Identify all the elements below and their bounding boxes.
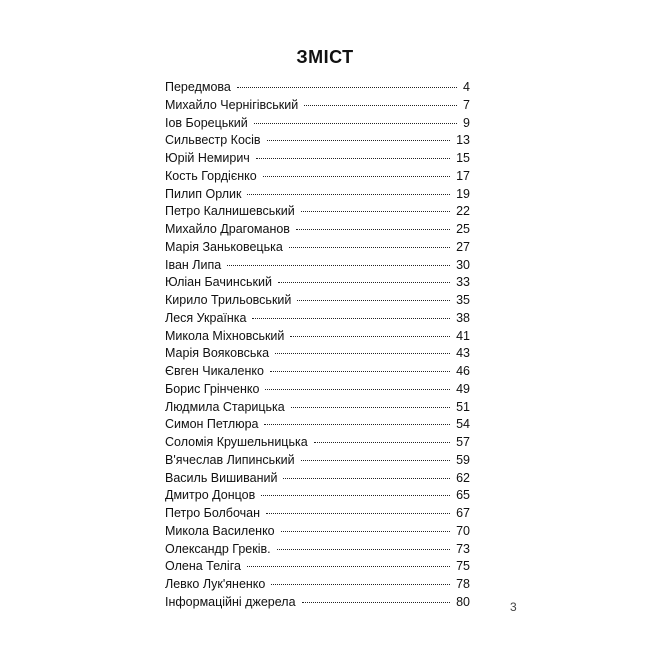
toc-entry-page: 65 bbox=[456, 488, 470, 503]
dot-leader bbox=[301, 211, 450, 212]
dot-leader bbox=[297, 300, 450, 301]
dot-leader bbox=[267, 140, 451, 141]
toc-entry-title: Людмила Старицька bbox=[165, 399, 285, 414]
toc-entry bbox=[165, 275, 470, 293]
dot-leader bbox=[237, 87, 457, 88]
toc-entry-page: 59 bbox=[456, 452, 470, 467]
toc-entry-title: В'ячеслав Липинський bbox=[165, 452, 295, 467]
dot-leader bbox=[227, 265, 450, 266]
toc-entry-title: Юліан Бачинський bbox=[165, 275, 272, 290]
table-of-contents bbox=[165, 80, 470, 613]
dot-leader bbox=[289, 247, 450, 248]
toc-entry bbox=[165, 204, 470, 222]
toc-entry-title: Михайло Чернігівський bbox=[165, 97, 299, 112]
toc-entry-page: 49 bbox=[456, 381, 470, 396]
toc-entry-page: 17 bbox=[456, 168, 470, 183]
toc-entry bbox=[165, 133, 470, 151]
toc-entry bbox=[165, 346, 470, 364]
toc-entry-page: 27 bbox=[456, 239, 470, 254]
toc-entry bbox=[165, 258, 470, 276]
toc-entry bbox=[165, 364, 470, 382]
toc-entry bbox=[165, 329, 470, 347]
toc-entry-title: Соломія Крушельницька bbox=[165, 435, 308, 449]
toc-entry-page: 75 bbox=[456, 559, 470, 574]
dot-leader bbox=[266, 513, 450, 514]
toc-entry-title: Левко Лук'яненко bbox=[165, 577, 266, 591]
page-number: 3 bbox=[510, 600, 517, 614]
toc-entry-page: 30 bbox=[456, 257, 470, 272]
dot-leader bbox=[247, 194, 450, 195]
toc-entry bbox=[165, 311, 470, 329]
toc-entry-title: Сильвестр Косів bbox=[165, 133, 261, 148]
toc-entry-page: 13 bbox=[456, 133, 470, 148]
toc-entry bbox=[165, 542, 470, 560]
toc-entry-page: 43 bbox=[456, 346, 470, 361]
toc-entry-page: 73 bbox=[456, 541, 470, 556]
toc-entry-page: 15 bbox=[456, 151, 470, 165]
toc-entry bbox=[165, 577, 470, 595]
toc-entry-page: 67 bbox=[456, 506, 470, 520]
dot-leader bbox=[254, 123, 457, 124]
toc-entry-page: 7 bbox=[463, 97, 470, 112]
dot-leader bbox=[263, 176, 450, 177]
toc-entry bbox=[165, 382, 470, 400]
toc-entry-page: 4 bbox=[463, 80, 470, 94]
toc-entry-page: 41 bbox=[456, 328, 470, 343]
toc-entry-title: Марія Заньковецька bbox=[165, 239, 283, 254]
toc-entry bbox=[165, 559, 470, 577]
toc-entry-title: Микола Василенко bbox=[165, 523, 275, 538]
dot-leader bbox=[291, 407, 450, 408]
toc-entry bbox=[165, 240, 470, 258]
toc-entry-title: Петро Болбочан bbox=[165, 506, 261, 520]
toc-entry-title: Кость Гордієнко bbox=[165, 168, 257, 183]
dot-leader bbox=[270, 371, 450, 372]
toc-entry-title: Петро Калнишевський bbox=[165, 204, 295, 219]
toc-entry bbox=[165, 524, 470, 542]
toc-entry-page: 22 bbox=[456, 204, 470, 219]
toc-entry bbox=[165, 595, 470, 613]
toc-entry bbox=[165, 80, 470, 98]
toc-entry-page: 9 bbox=[463, 115, 470, 130]
toc-entry bbox=[165, 400, 470, 418]
toc-entry bbox=[165, 169, 470, 187]
toc-entry-title: Дмитро Донцов bbox=[165, 488, 256, 503]
toc-entry-title: Іван Липа bbox=[165, 257, 222, 272]
dot-leader bbox=[314, 442, 450, 443]
toc-entry-page: 35 bbox=[456, 293, 470, 307]
toc-entry-title: Олена Теліга bbox=[165, 559, 241, 574]
dot-leader bbox=[296, 229, 450, 230]
toc-entry bbox=[165, 453, 470, 471]
toc-entry bbox=[165, 293, 470, 311]
page-title: ЗМІСТ bbox=[296, 47, 354, 67]
toc-entry-page: 38 bbox=[456, 310, 470, 325]
toc-entry bbox=[165, 435, 470, 453]
toc-entry bbox=[165, 151, 470, 169]
toc-entry bbox=[165, 98, 470, 116]
toc-entry-title: Іов Борецький bbox=[165, 115, 248, 130]
toc-entry bbox=[165, 488, 470, 506]
dot-leader bbox=[261, 495, 450, 496]
dot-leader bbox=[252, 318, 450, 319]
toc-entry-title: Юрій Немирич bbox=[165, 151, 250, 165]
dot-leader bbox=[271, 584, 450, 585]
toc-entry-title: Борис Грінченко bbox=[165, 381, 260, 396]
toc-entry-title: Марія Вояковська bbox=[165, 346, 270, 361]
toc-entry-title: Олександр Греків. bbox=[165, 541, 271, 556]
toc-entry-page: 80 bbox=[456, 594, 470, 609]
toc-entry-title: Симон Петлюра bbox=[165, 417, 259, 432]
toc-entry-page: 19 bbox=[456, 186, 470, 201]
dot-leader bbox=[302, 602, 451, 603]
dot-leader bbox=[275, 353, 450, 354]
toc-entry bbox=[165, 187, 470, 205]
dot-leader bbox=[304, 105, 457, 106]
toc-entry-page: 62 bbox=[456, 470, 470, 485]
dot-leader bbox=[290, 336, 450, 337]
toc-entry-page: 25 bbox=[456, 222, 470, 236]
toc-entry bbox=[165, 506, 470, 524]
toc-entry-title: Пилип Орлик bbox=[165, 186, 242, 201]
toc-entry-page: 70 bbox=[456, 523, 470, 538]
toc-entry bbox=[165, 417, 470, 435]
toc-entry-page: 46 bbox=[456, 364, 470, 378]
toc-entry-page: 78 bbox=[456, 577, 470, 591]
toc-entry-title: Василь Вишиваний bbox=[165, 470, 278, 485]
toc-entry-title: Інформаційні джерела bbox=[165, 594, 296, 609]
toc-entry-page: 54 bbox=[456, 417, 470, 432]
toc-entry bbox=[165, 471, 470, 489]
dot-leader bbox=[283, 478, 450, 479]
toc-entry-page: 51 bbox=[456, 399, 470, 414]
dot-leader bbox=[301, 460, 450, 461]
toc-entry bbox=[165, 116, 470, 134]
toc-entry-title: Михайло Драгоманов bbox=[165, 222, 290, 236]
toc-entry-title: Кирило Трильовський bbox=[165, 293, 292, 307]
dot-leader bbox=[281, 531, 450, 532]
dot-leader bbox=[256, 158, 450, 159]
toc-entry-title: Микола Міхновський bbox=[165, 328, 285, 343]
dot-leader bbox=[277, 549, 451, 550]
toc-entry-page: 57 bbox=[456, 435, 470, 449]
toc-entry-title: Передмова bbox=[165, 80, 231, 94]
dot-leader bbox=[247, 566, 450, 567]
toc-entry-title: Євген Чикаленко bbox=[165, 364, 264, 378]
toc-entry-page: 33 bbox=[456, 275, 470, 290]
dot-leader bbox=[278, 282, 450, 283]
toc-entry-title: Леся Українка bbox=[165, 310, 247, 325]
dot-leader bbox=[265, 389, 450, 390]
toc-entry bbox=[165, 222, 470, 240]
dot-leader bbox=[264, 424, 450, 425]
